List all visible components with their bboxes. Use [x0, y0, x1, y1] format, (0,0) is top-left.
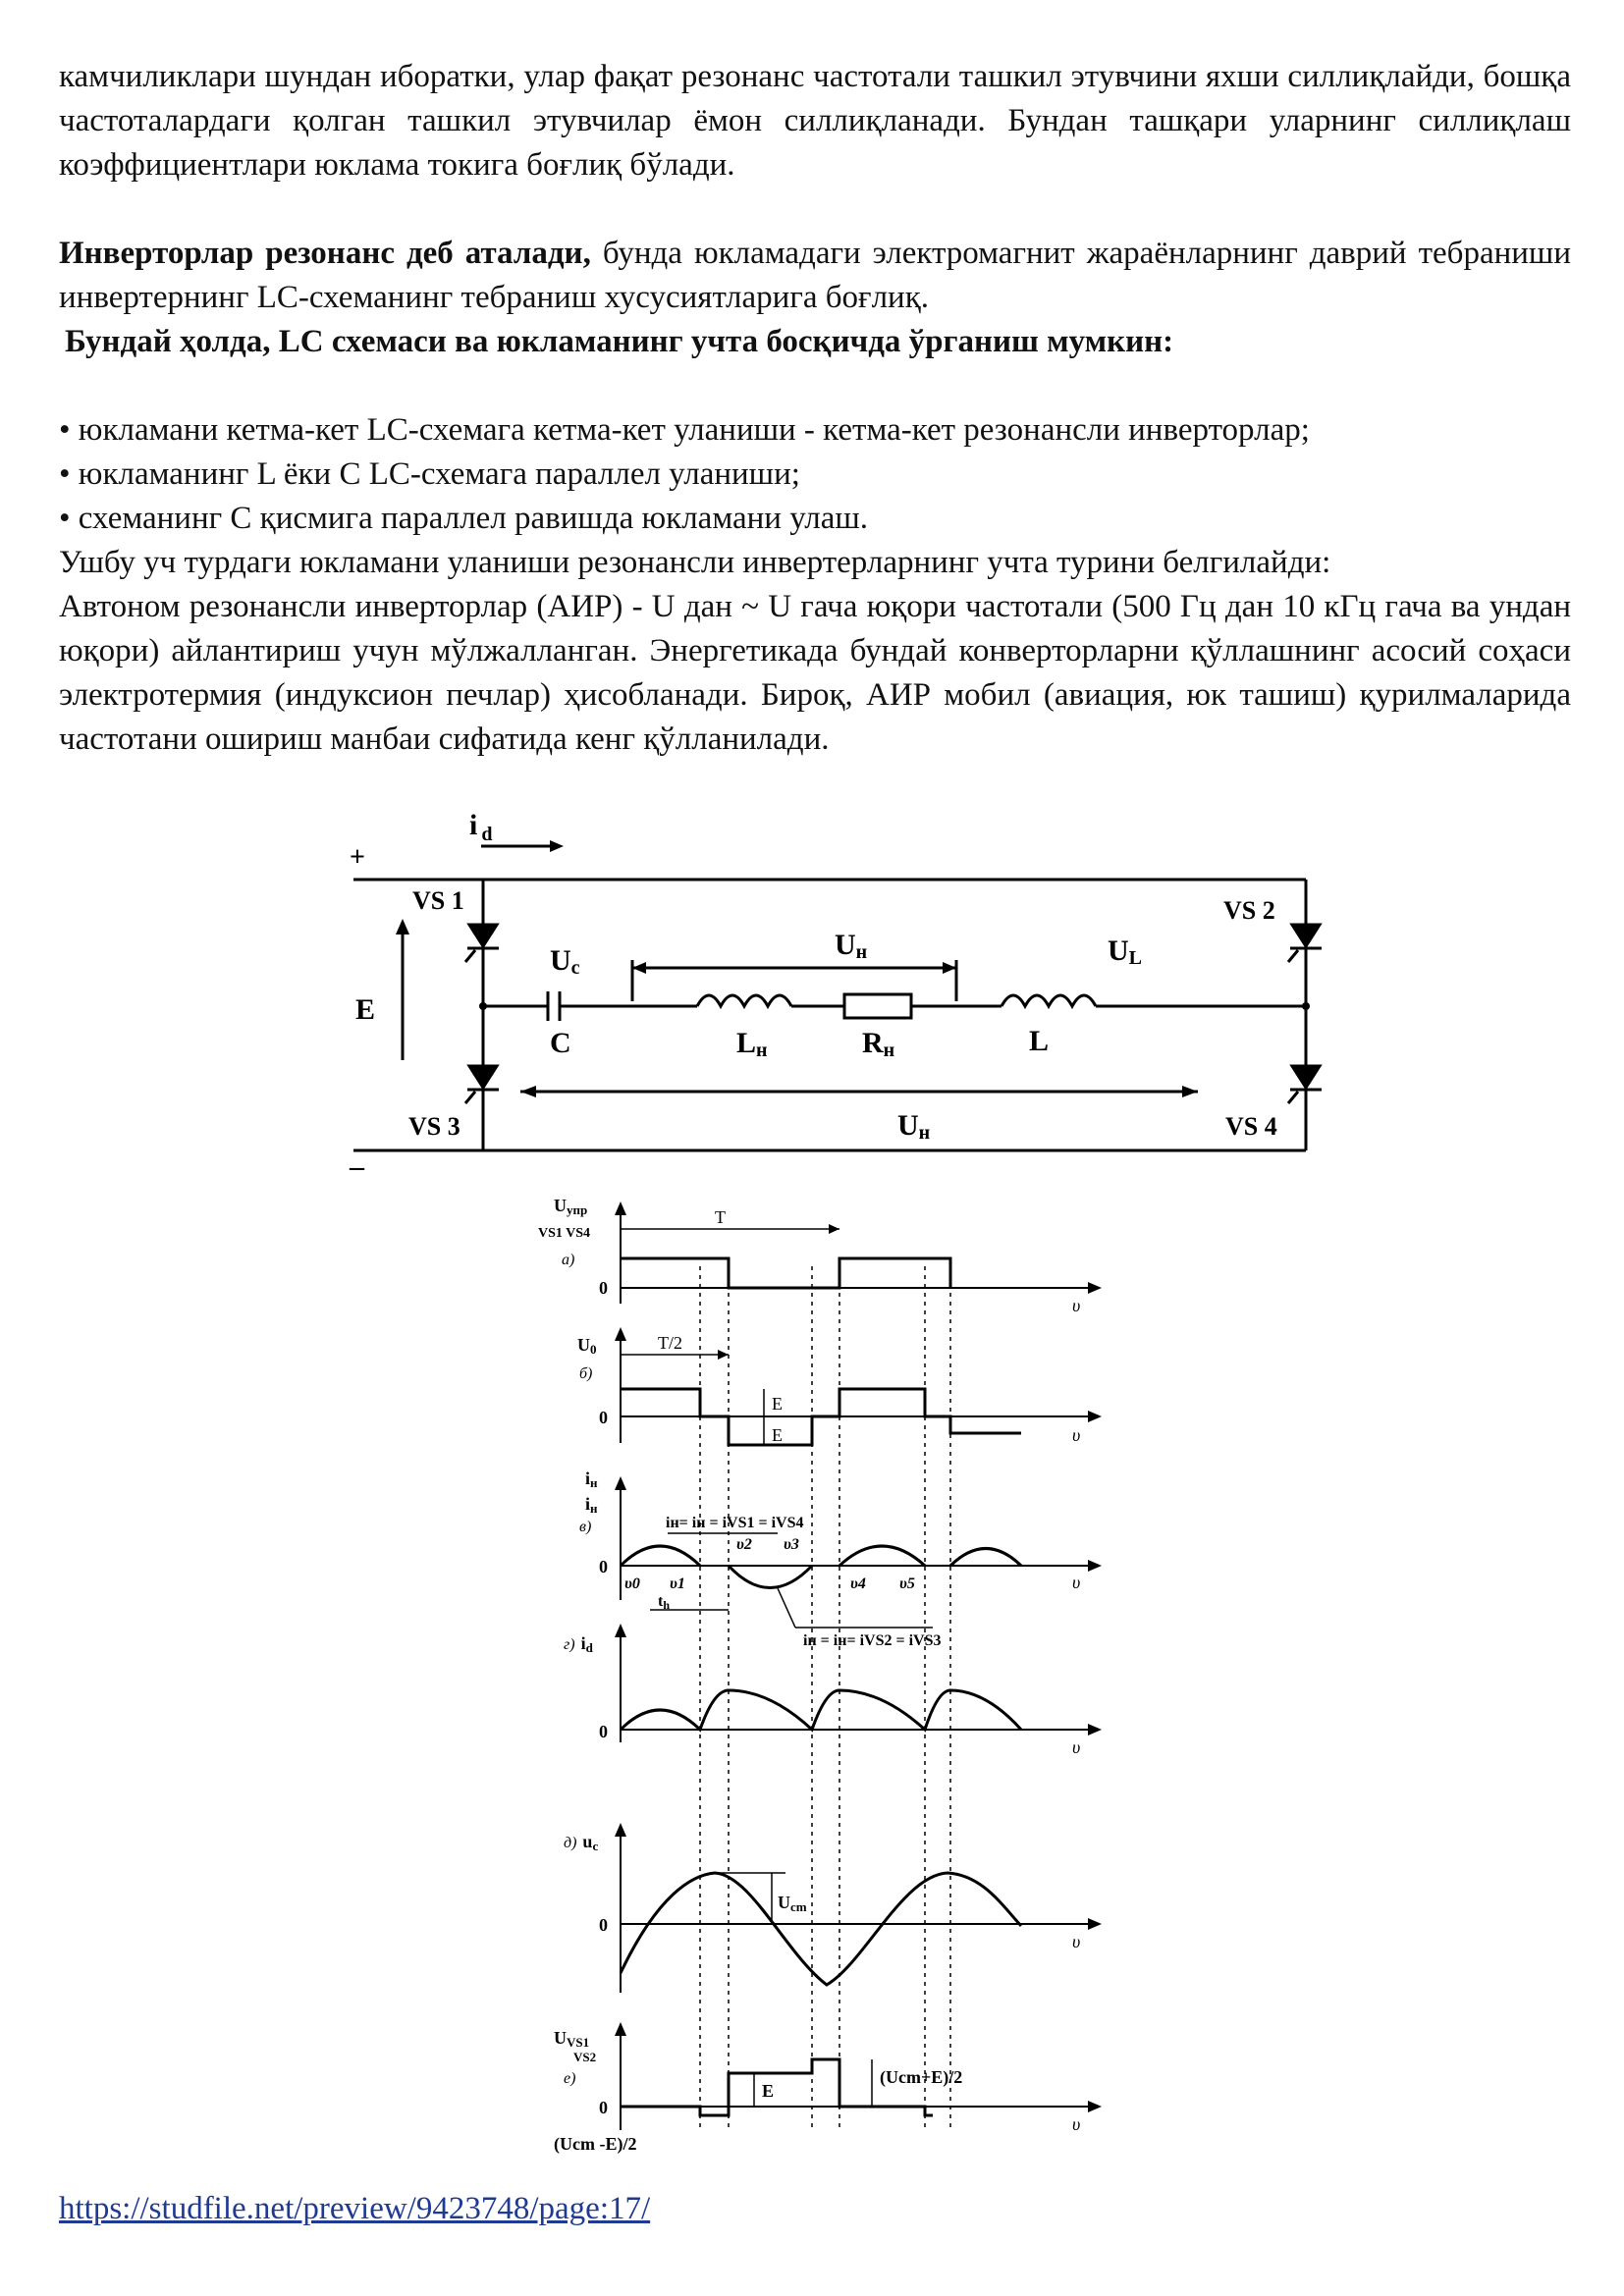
- f-lower-label: (Ucm -E)/2: [554, 2134, 637, 2154]
- bullet-item: • юкламанинг L ёки С LC-схемага параллел уланиши;: [59, 456, 800, 492]
- e-axis-label: υ: [1072, 1932, 1081, 1951]
- vs4-label: VS 4: [1225, 1112, 1277, 1141]
- e-label: E: [355, 993, 376, 1026]
- f-upper-label: (Ucm+E)/2: [880, 2067, 963, 2087]
- id-label: i $_d$: [469, 809, 493, 845]
- ul-label: UL: [1108, 934, 1143, 969]
- t-label: T: [715, 1207, 726, 1227]
- d-zero: 0: [599, 1722, 608, 1741]
- c-equation-bottom: iн = iн= iVS2 = iVS3: [803, 1632, 942, 1649]
- e-zero: 0: [599, 1915, 608, 1935]
- un-label-top: Uн: [835, 929, 868, 963]
- ln-label: Lн: [736, 1027, 768, 1061]
- nu5-label: υ5: [899, 1575, 915, 1592]
- c-y-label-1: iн: [585, 1468, 598, 1490]
- d-axis-label: υ: [1072, 1737, 1081, 1757]
- bullet-item: • юкламани кетма-кет LC-схемага кетма-кет уланиши - кетма-кет резонансли инверторлар;: [59, 412, 1310, 448]
- f-letter: е): [564, 2070, 576, 2087]
- b-letter: б): [579, 1365, 593, 1382]
- c-axis-label: υ: [1072, 1573, 1081, 1592]
- waveform-timing-diagrams: [520, 1188, 1129, 2160]
- f-axis-label: υ: [1072, 2114, 1081, 2134]
- nu3-label: υ3: [784, 1536, 799, 1553]
- nu1-label: υ1: [670, 1575, 685, 1592]
- b-y-label: U0: [577, 1335, 597, 1357]
- bullet-item: • схеманинг С қисмига параллел равишда юкламани улаш.: [59, 501, 869, 536]
- f-e-label: E: [762, 2081, 775, 2101]
- a-letter: а): [562, 1252, 575, 1268]
- paragraph-2-rest: бунда юкламадаги электромагнит жараёнларнинг даврий тебраниши инвертернинг LC-схеманинг тебраниш хусусиятларига боғлиқ.: [59, 236, 1571, 315]
- a-y-label: Uупр: [554, 1196, 588, 1217]
- un-label-bottom: Uн: [897, 1109, 931, 1144]
- a-vs-label: VS1 VS4: [538, 1226, 591, 1241]
- c-equation-top: iн= iн = iVS1 = iVS4: [666, 1515, 804, 1531]
- th-label: th: [658, 1593, 671, 1612]
- half-t-label: T/2: [658, 1333, 682, 1353]
- c-letter: в): [579, 1519, 592, 1535]
- uc-label: Uc: [550, 944, 580, 979]
- e-up-label: E: [772, 1394, 783, 1414]
- paragraph-5: Автоном резонансли инверторлар (АИР) - U дан ~ U гача юқори частотали (500 Гц дан 10 кГц гача ва ундан юқори) айлантириш учун мўлжалланган. Энергетикада бундай конверторларни қўллашнинг асосий соҳаси электротермия (индуксион печлар) ҳисобланади. Бироқ, АИР мобил (авиация, юк ташиш) қурилмаларида частотани ошириш манбаи сифатида кенг қўлланилади.: [59, 589, 1571, 757]
- l-label: L: [1029, 1025, 1050, 1057]
- paragraph-2-bold: Инверторлар резонанс деб аталади,: [59, 236, 591, 271]
- nu2-label: υ2: [736, 1536, 752, 1553]
- a-zero: 0: [599, 1278, 608, 1298]
- vs2-label: VS 2: [1223, 896, 1275, 925]
- e-down-label: E: [772, 1425, 783, 1445]
- b-axis-label: υ: [1072, 1425, 1081, 1445]
- f-y-label: UVS1: [554, 2028, 590, 2050]
- c-y-label-2: iн: [585, 1494, 598, 1516]
- f-y-sublabel: VS2: [573, 2050, 597, 2064]
- minus-sign: –: [350, 1150, 364, 1183]
- nu0-label: υ0: [624, 1575, 640, 1592]
- f-zero: 0: [599, 2098, 608, 2117]
- b-zero: 0: [599, 1408, 608, 1427]
- d-y-label: г) id: [564, 1633, 593, 1655]
- a-axis-label: υ: [1072, 1296, 1081, 1315]
- paragraph-4: Ушбу уч турдаги юкламани уланиши резонансли инвертерларнинг учта турини белгилайди:: [59, 545, 1331, 580]
- ucm-label: Ucm: [778, 1893, 807, 1914]
- c-zero: 0: [599, 1557, 608, 1576]
- paragraph-2: [59, 232, 1571, 320]
- vs1-label: VS 1: [412, 886, 464, 915]
- e-y-label: д) uc: [564, 1832, 599, 1853]
- document-page: [59, 55, 1571, 762]
- c-label: C: [550, 1027, 571, 1059]
- source-link[interactable]: https://studfile.net/preview/9423748/page:17/: [59, 2191, 651, 2226]
- plus-sign: +: [350, 842, 365, 873]
- vs3-label: VS 3: [408, 1112, 460, 1141]
- paragraph-1: камчиликлари шундан иборатки, улар фақат резонанс частотали ташкил этувчини яхши силлиқлайди, бошқа частоталардаги қолган ташкил этувчилар ёмон силлиқланади. Бундан ташқари уларнинг силлиқлаш коэффициентлари юклама токига боғлиқ бўлади.: [59, 59, 1571, 183]
- nu4-label: υ4: [850, 1575, 866, 1592]
- rn-label: Rн: [862, 1027, 895, 1061]
- paragraph-3-heading: Бундай ҳолда, LC схемаси ва юкламанинг учта босқичда ўрганиш мумкин:: [65, 324, 1174, 359]
- inverter-circuit-diagram: [334, 805, 1335, 1188]
